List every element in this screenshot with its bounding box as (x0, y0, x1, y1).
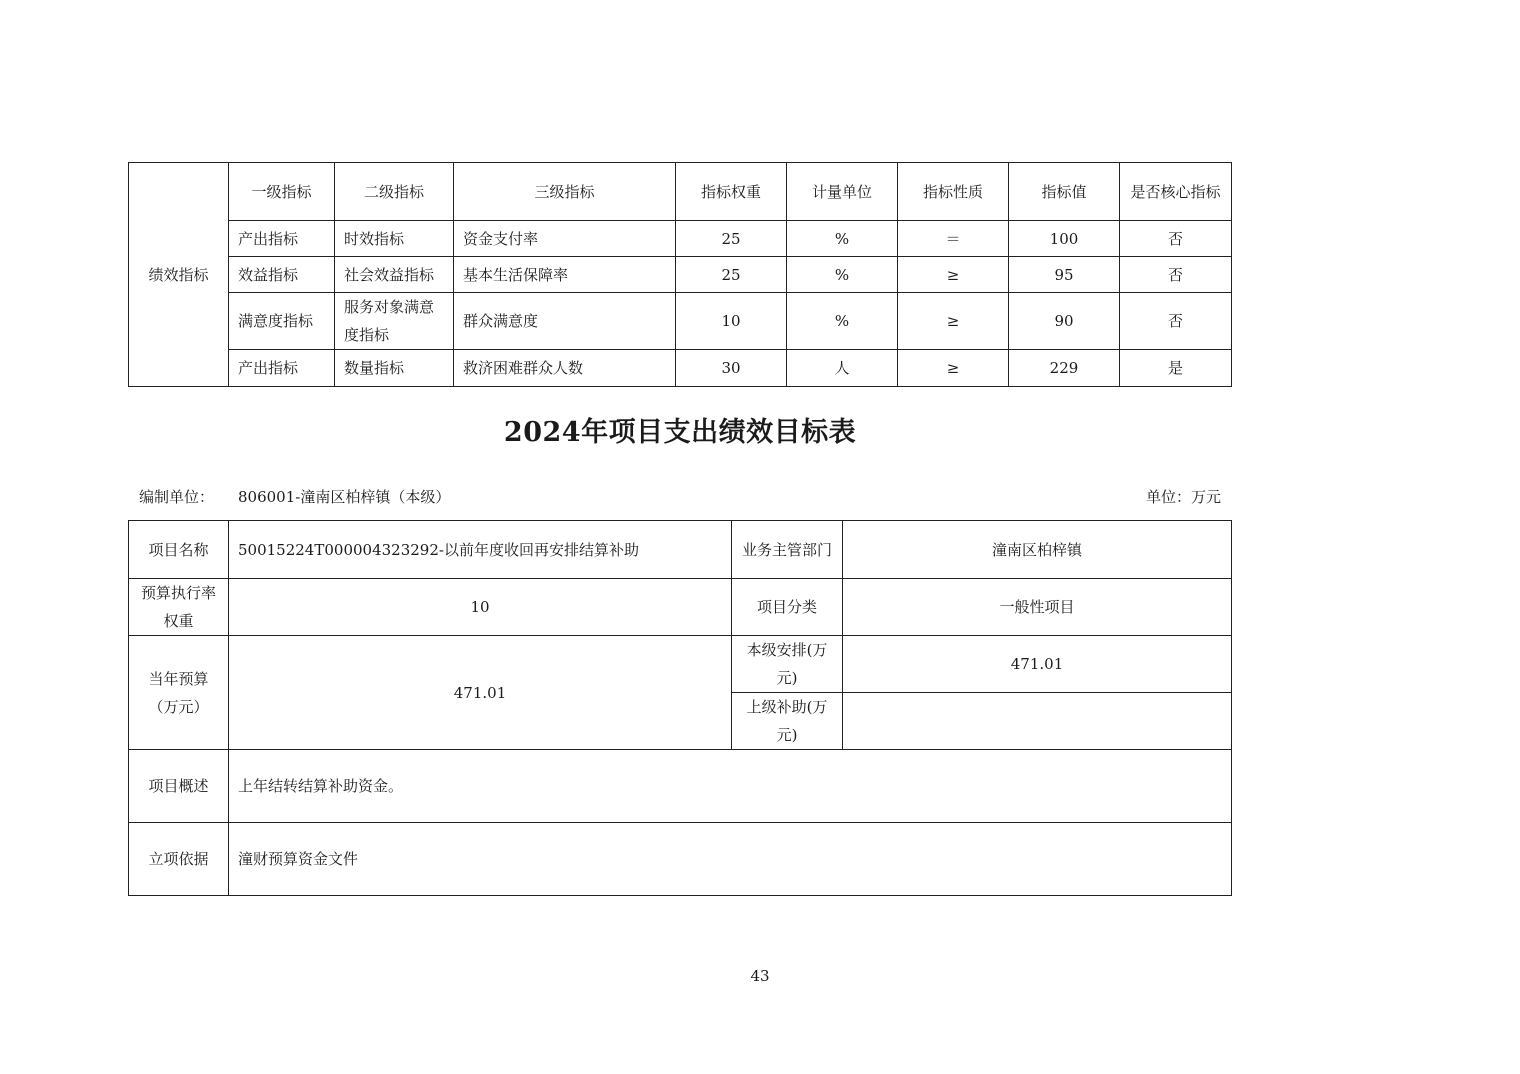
header-cell: 是否核心指标 (1120, 163, 1232, 221)
header-cell: 三级指标 (454, 163, 676, 221)
overview-label: 项目概述 (129, 750, 229, 823)
cell-unit: % (787, 221, 898, 257)
cell-level1: 产出指标 (229, 350, 335, 387)
unit-label: 单位：万元 (1145, 488, 1221, 506)
exec-weight-value: 10 (229, 579, 732, 636)
cell-level3: 救济困难群众人数 (454, 350, 676, 387)
cell-level2: 服务对象满意度指标 (335, 293, 454, 350)
cell-value: 229 (1009, 350, 1120, 387)
basis-label: 立项依据 (129, 823, 229, 896)
cell-level1: 满意度指标 (229, 293, 335, 350)
cell-weight: 25 (676, 257, 787, 293)
header-cell: 一级指标 (229, 163, 335, 221)
basis-value: 潼财预算资金文件 (229, 823, 1232, 896)
header-cell: 指标权重 (676, 163, 787, 221)
table-row (129, 293, 1232, 350)
table-row (129, 221, 1232, 257)
cell-weight: 10 (676, 293, 787, 350)
project-info-table (128, 520, 1232, 896)
table-row (129, 636, 1232, 693)
table-row (129, 750, 1232, 823)
page-number: 43 (750, 967, 770, 985)
cell-level3: 资金支付率 (454, 221, 676, 257)
performance-indicator-table (128, 162, 1232, 387)
upper-value (843, 693, 1232, 750)
project-name-label: 项目名称 (129, 521, 229, 579)
header-cell: 指标值 (1009, 163, 1120, 221)
budget-label: 当年预算（万元） (129, 636, 229, 750)
cell-unit: 人 (787, 350, 898, 387)
cell-unit: % (787, 293, 898, 350)
header-cell: 指标性质 (898, 163, 1009, 221)
exec-weight-label: 预算执行率权重 (129, 579, 229, 636)
org-value: 806001-潼南区柏梓镇（本级） (238, 488, 451, 506)
cell-core: 否 (1120, 221, 1232, 257)
cell-core: 否 (1120, 293, 1232, 350)
cell-nature: ≥ (898, 293, 1009, 350)
header-row (129, 163, 1232, 221)
header-cell: 计量单位 (787, 163, 898, 221)
table-row (129, 579, 1232, 636)
local-label: 本级安排(万元) (732, 636, 843, 693)
cell-level2: 社会效益指标 (335, 257, 454, 293)
cell-nature: ≥ (898, 257, 1009, 293)
header-cell: 二级指标 (335, 163, 454, 221)
dept-value: 潼南区柏梓镇 (843, 521, 1232, 579)
cell-level2: 数量指标 (335, 350, 454, 387)
overview-value: 上年结转结算补助资金。 (229, 750, 1232, 823)
dept-label: 业务主管部门 (732, 521, 843, 579)
cell-unit: % (787, 257, 898, 293)
table-row (129, 521, 1232, 579)
cell-value: 90 (1009, 293, 1120, 350)
table-row (129, 823, 1232, 896)
page-title: 2024年项目支出绩效目标表 (503, 417, 857, 448)
org-label: 编制单位： (139, 488, 215, 506)
row-group-label: 绩效指标 (129, 163, 229, 387)
cell-value: 95 (1009, 257, 1120, 293)
local-value: 471.01 (843, 636, 1232, 693)
budget-value: 471.01 (229, 636, 732, 750)
cell-weight: 25 (676, 221, 787, 257)
cell-nature: ≥ (898, 350, 1009, 387)
cell-level1: 产出指标 (229, 221, 335, 257)
project-name-value: 50015224T000004323292-以前年度收回再安排结算补助 (229, 521, 732, 579)
cell-nature: ＝ (898, 221, 1009, 257)
cell-level3: 群众满意度 (454, 293, 676, 350)
category-value: 一般性项目 (843, 579, 1232, 636)
upper-label: 上级补助(万元) (732, 693, 843, 750)
table-row (129, 257, 1232, 293)
cell-core: 是 (1120, 350, 1232, 387)
category-label: 项目分类 (732, 579, 843, 636)
cell-weight: 30 (676, 350, 787, 387)
cell-core: 否 (1120, 257, 1232, 293)
table-row (129, 350, 1232, 387)
cell-value: 100 (1009, 221, 1120, 257)
cell-level2: 时效指标 (335, 221, 454, 257)
cell-level1: 效益指标 (229, 257, 335, 293)
cell-level3: 基本生活保障率 (454, 257, 676, 293)
